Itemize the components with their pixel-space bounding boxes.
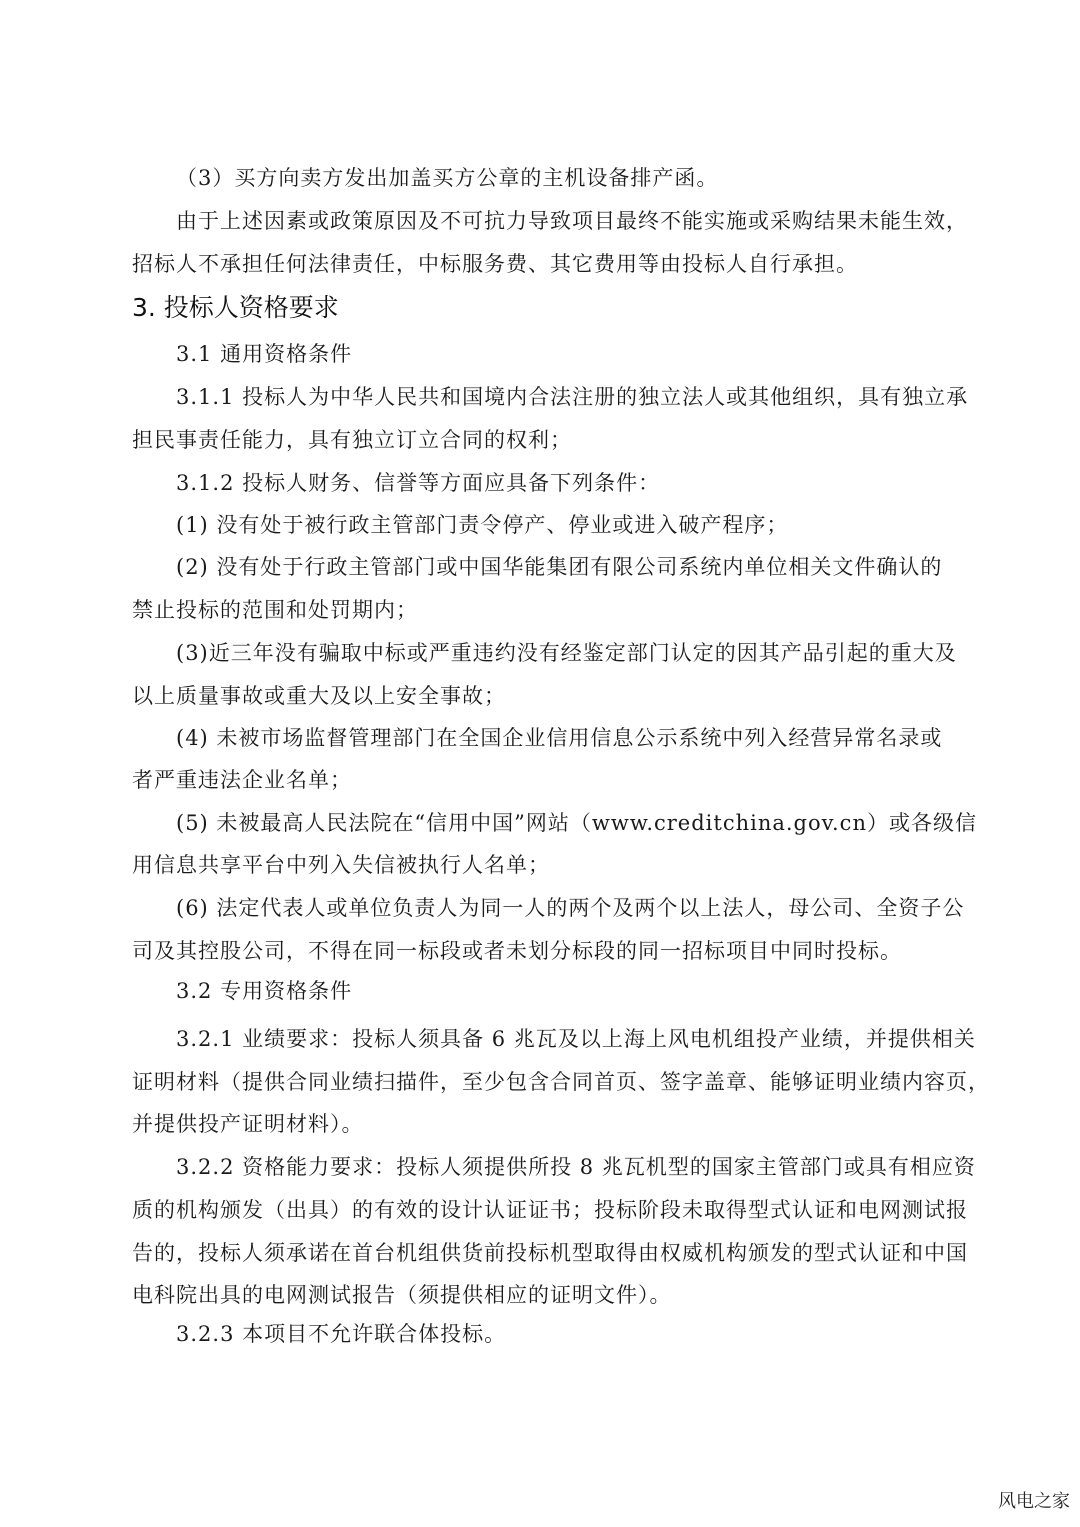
text-line: 招标人不承担任何法律责任，中标服务费、其它费用等由投标人自行承担。 [132, 252, 858, 276]
list-item: (6) 法定代表人或单位负责人为同一人的两个及两个以上法人，母公司、全资子公 [176, 896, 965, 920]
text-line: 3.2.1 业绩要求：投标人须具备 6 兆瓦及以上海上风电机组投产业绩，并提供相关 [176, 1027, 976, 1051]
text-line: 并提供投产证明材料）。 [132, 1112, 364, 1136]
text-line: 质的机构颁发（出具）的有效的设计认证证书；投标阶段未取得型式认证和电网测试报 [132, 1198, 968, 1222]
text-line: 以上质量事故或重大及以上安全事故； [132, 684, 506, 708]
text-line: 司及其控股公司，不得在同一标段或者未划分标段的同一招标项目中同时投标。 [132, 939, 902, 963]
text-line: 3.1.1 投标人为中华人民共和国境内合法注册的独立法人或其他组织，具有独立承 [176, 385, 969, 409]
subsection-title: 3.1 通用资格条件 [176, 342, 353, 366]
text-line: （3）买方向卖方发出加盖买方公章的主机设备排产函。 [176, 166, 719, 190]
list-item: (4) 未被市场监督管理部门在全国企业信用信息公示系统中列入经营异常名录或 [176, 726, 943, 750]
text-line: 由于上述因素或政策原因及不可抗力导致项目最终不能实施或采购结果未能生效， [176, 209, 968, 233]
text-line: 用信息共享平台中列入失信被执行人名单； [132, 853, 550, 877]
list-item: (1) 没有处于被行政主管部门责令停产、停业或进入破产程序； [176, 513, 789, 537]
text-line: 禁止投标的范围和处罚期内； [132, 598, 418, 622]
text-line: 证明材料（提供合同业绩扫描件，至少包含合同首页、签字盖章、能够证明业绩内容页， [132, 1070, 990, 1094]
subsection-title: 3.2 专用资格条件 [176, 979, 353, 1003]
list-item: (2) 没有处于行政主管部门或中国华能集团有限公司系统内单位相关文件确认的 [176, 555, 943, 579]
text-line: 3.1.2 投标人财务、信誉等方面应具备下列条件： [176, 471, 661, 495]
list-item: (5) 未被最高人民法院在“信用中国”网站（www.creditchina.gov.cn）或各级信 [176, 811, 977, 835]
text-line: 担民事责任能力，具有独立订立合同的权利； [132, 428, 572, 452]
section-heading: 3. 投标人资格要求 [132, 293, 339, 322]
list-item: (3)近三年没有骗取中标或严重违约没有经鉴定部门认定的因其产品引起的重大及 [176, 641, 957, 665]
text-line: 者严重违法企业名单； [132, 768, 352, 792]
text-line: 电科院出具的电网测试报告（须提供相应的证明文件）。 [132, 1283, 672, 1307]
text-line: 3.2.2 资格能力要求：投标人须提供所投 8 兆瓦机型的国家主管部门或具有相应资 [176, 1155, 976, 1179]
watermark-logo-text: 风电之家 [998, 1491, 1070, 1512]
text-line: 3.2.3 本项目不允许联合体投标。 [176, 1322, 507, 1346]
text-line: 告的，投标人须承诺在首台机组供货前投标机型取得由权威机构颁发的型式认证和中国 [132, 1241, 968, 1265]
